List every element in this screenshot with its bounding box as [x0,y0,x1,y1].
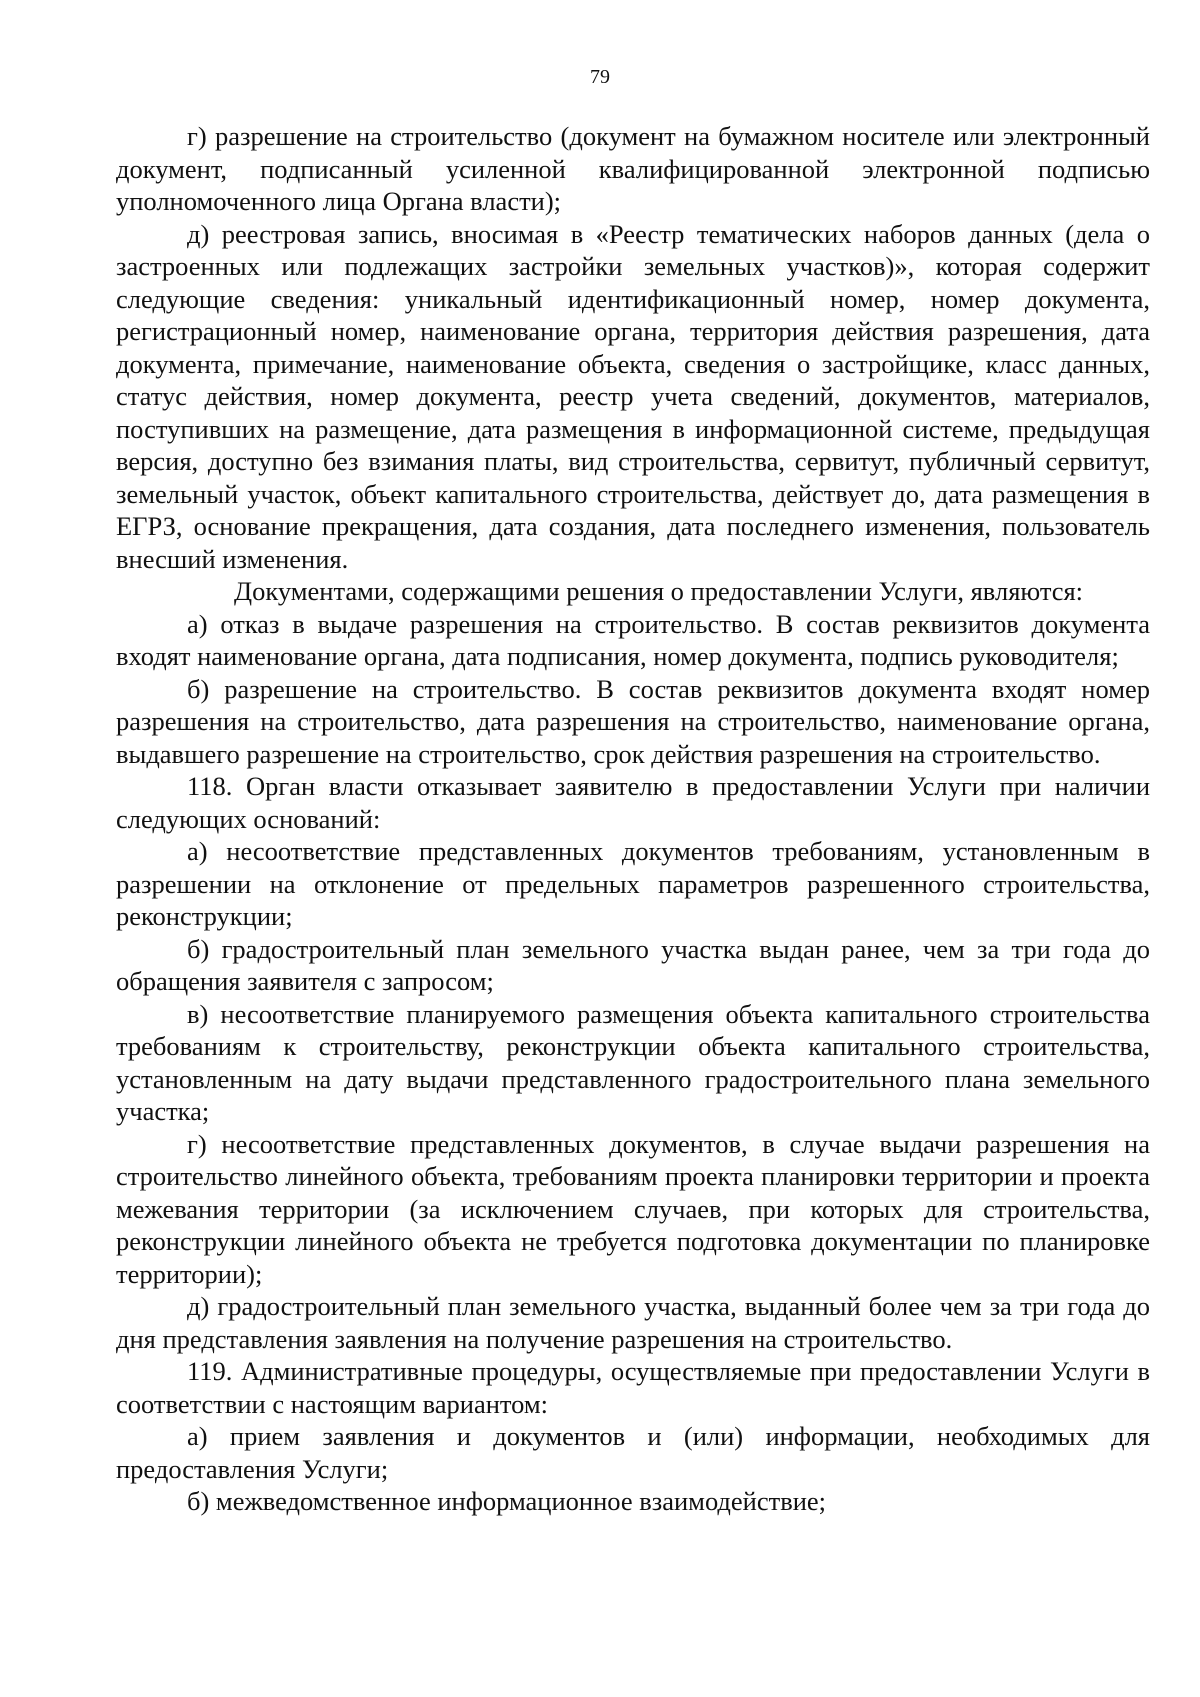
page-number: 79 [590,66,610,88]
paragraph-permit-document: г) разрешение на строительство (документ на бумажном носителе или электронный документ, подписанный усиленной квалифицированной электронной подписью уполномоченного лица Органа власти); [116,121,1150,216]
paragraph-ground-b: б) градостроительный план земельного участка выдан ранее, чем за три года до обращения заявителя с запросом; [116,933,1150,996]
paragraph-ground-v: в) несоответствие планируемого размещения объекта капитального строительства требованиям к строительству, реконструкции объекта капитального строительства, установленным на дату выдачи представленного градостроительного плана земельного участка; [116,998,1150,1126]
paragraph-ground-a: а) несоответствие представленных документов требованиям, установленным в разрешении на отклонение от предельных параметров разрешенного строительства, реконструкции; [116,836,1150,931]
paragraph-procedure-b: б) межведомственное информационное взаимодействие; [187,1486,827,1516]
document-body [116,120,1150,1518]
paragraph-procedure-a: а) прием заявления и документов и (или) информации, необходимых для предоставления Услуги; [116,1421,1150,1484]
paragraph-decision-documents-heading: Документами, содержащими решения о предоставлении Услуги, являются: [234,576,1084,606]
paragraph-registry-entry: д) реестровая запись, вносимая в «Реестр тематических наборов данных (дела о застроенных или подлежащих застройки земельных участков)», которая содержит следующие сведения: уникальный идентификационный номер, номер документа, регистрационный номер, наименование органа, территория действия разрешения, дата документа, примечание, наименование объекта, сведения о застройщике, класс данных, статус действия, номер документа, реестр учета сведений, документов, материалов, поступивших на размещение, дата размещения в информационной системе, предыдущая версия, доступно без взимания платы, вид строительства, сервитут, публичный сервитут, земельный участок, объект капитального строительства, действует до, дата размещения в ЕГРЗ, основание прекращения, дата создания, дата последнего изменения, пользователь внесший изменения. [116,218,1150,574]
paragraph-ground-d: д) градостроительный план земельного участка, выданный более чем за три года до дня представления заявления на получение разрешения на строительство. [116,1291,1150,1354]
paragraph-ground-g: г) несоответствие представленных документов, в случае выдачи разрешения на строительство линейного объекта, требованиям проекта планировки территории и проекта межевания территории (за исключением случаев, при которых для строительства, реконструкции линейного объекта не требуется подготовка документации по планировке территории); [116,1128,1150,1289]
paragraph-119-procedures: 119. Административные процедуры, осуществляемые при предоставлении Услуги в соответствии с настоящим вариантом: [116,1356,1150,1419]
paragraph-permit-requisites: б) разрешение на строительство. В состав реквизитов документа входят номер разрешения на строительство, дата разрешения на строительство, наименование органа, выдавшего разрешение на строительство, срок действия разрешения на строительство. [116,673,1150,769]
paragraph-refusal-document: а) отказ в выдаче разрешения на строительство. В состав реквизитов документа входят наименование органа, дата подписания, номер документа, подпись руководителя; [116,608,1150,671]
paragraph-118-refusal-grounds: 118. Орган власти отказывает заявителю в предоставлении Услуги при наличии следующих оснований: [116,771,1150,834]
